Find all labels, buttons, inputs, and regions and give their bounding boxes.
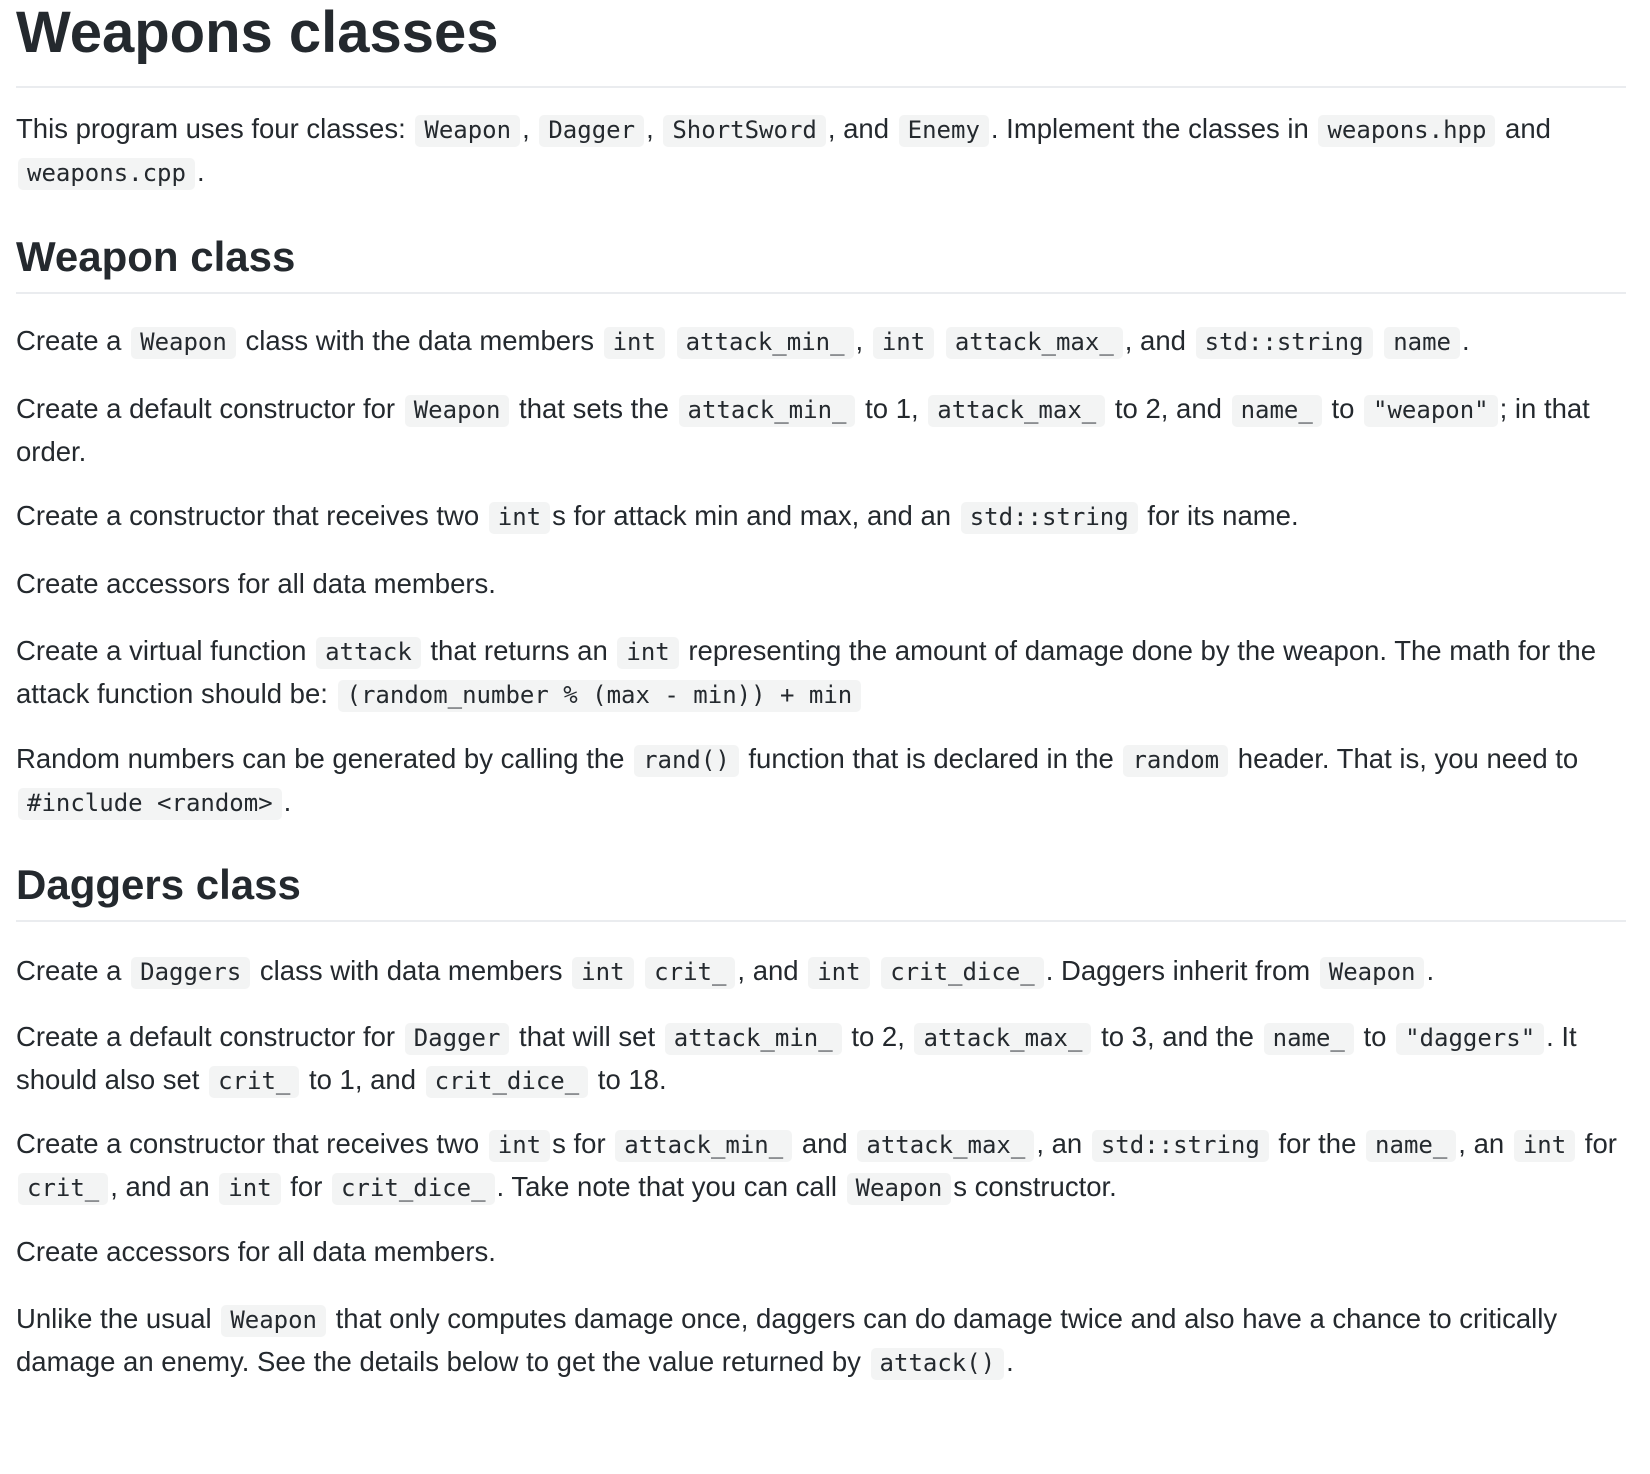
inline-code: int [219,1173,280,1205]
text-run: for [1577,1128,1617,1159]
inline-code: #include <random> [18,788,282,820]
inline-code: name_ [1366,1130,1456,1162]
text-run: Create a [16,955,130,986]
inline-code: attack_min_ [615,1130,792,1162]
daggers-attack-paragraph [16,1298,1621,1384]
weapon-default-constructor-paragraph [16,388,1621,473]
text-run: , and an [110,1171,218,1202]
daggers-accessors-paragraph [16,1231,1621,1273]
text-run: header. That is, you need to [1230,743,1579,774]
text-run: that returns an [422,635,616,666]
text-run: , [646,113,662,144]
inline-code: attack_min_ [677,327,854,359]
text-run: for its name. [1139,500,1299,531]
text-run: . [1461,325,1470,356]
inline-code: (random_number % (max - min)) + min [338,680,862,712]
text-run: . It should also set [16,1021,1577,1095]
text-run: that sets the [511,393,677,424]
inline-code: crit_ [209,1066,299,1098]
text-run: to 1, [857,393,927,424]
text-run: Create a constructor that receives two [16,1128,487,1159]
text-run: Create a default constructor for [16,393,403,424]
inline-code: int [617,637,678,669]
text-run [936,325,944,356]
inline-code: int [873,327,934,359]
inline-code: Enemy [899,115,989,147]
inline-code: crit_ [18,1173,108,1205]
inline-code: int [489,1130,550,1162]
page-title: Weapons classes [16,0,1626,88]
text-run: . [196,156,205,187]
daggers-members-paragraph [16,950,1621,993]
inline-code: name [1384,327,1460,359]
inline-code: attack_min_ [679,395,856,427]
text-run: Create accessors for all data members. [16,568,496,599]
inline-code: attack() [871,1348,1005,1380]
inline-code: random [1123,745,1228,777]
weapon-random-paragraph [16,738,1621,824]
weapon-accessors-paragraph [16,563,1621,605]
text-run: for [282,1171,331,1202]
inline-code: Weapon [1320,957,1425,989]
text-run: ; in that order. [16,393,1590,467]
text-run: to 2, [843,1021,913,1052]
text-run: Unlike the usual [16,1303,220,1334]
inline-code: crit_dice_ [426,1066,589,1098]
text-run: and [794,1128,856,1159]
text-run: and [1497,113,1551,144]
text-run: , [855,325,871,356]
text-run: , and [1124,325,1194,356]
inline-code: "daggers" [1396,1023,1544,1055]
inline-code: Weapon [131,327,236,359]
inline-code: weapons.hpp [1318,115,1495,147]
inline-code: Weapon [221,1305,326,1337]
text-run: to 1, and [301,1064,424,1095]
daggers-default-constructor-paragraph [16,1016,1621,1102]
weapon-class-heading: Weapon class [16,232,1626,294]
weapon-members-paragraph [16,320,1621,363]
text-run: s for attack min and max, and an [552,500,959,531]
text-run: to [1355,1021,1395,1052]
inline-code: ShortSword [663,115,826,147]
inline-code: attack_max_ [946,327,1123,359]
text-run: to 18. [590,1064,667,1095]
text-run: , an [1036,1128,1090,1159]
text-run: for the [1270,1128,1365,1159]
text-run: . Daggers inherit from [1045,955,1318,986]
text-run: that only computes damage once, daggers can do damage twice and also have a chance to critically damage an enemy. See the details below to get the value returned by [16,1303,1558,1377]
inline-code: int [808,957,869,989]
inline-code: int [489,502,550,534]
inline-code: name_ [1264,1023,1354,1055]
text-run: . Take note that you can call [496,1171,845,1202]
text-run [636,955,644,986]
text-run: to 3, and the [1093,1021,1262,1052]
inline-code: Dagger [405,1023,510,1055]
text-run: function that is declared in the [740,743,1122,774]
text-run: . [1006,1346,1014,1377]
text-run: , [522,113,538,144]
inline-code: Dagger [539,115,644,147]
weapon-constructor-paragraph [16,495,1621,538]
text-run: s constructor. [953,1171,1117,1202]
text-run: to 2, and [1107,393,1230,424]
text-run: . [283,786,292,817]
daggers-class-heading: Daggers class [16,860,1626,922]
inline-code: attack_max_ [914,1023,1091,1055]
inline-code: rand() [634,745,739,777]
text-run: Random numbers can be generated by calling the [16,743,633,774]
text-run: Create accessors for all data members. [16,1236,496,1267]
inline-code: crit_ [645,957,735,989]
text-run: . [1426,955,1435,986]
intro-paragraph [16,108,1621,194]
text-run: class with data members [252,955,571,986]
inline-code: name_ [1232,395,1322,427]
inline-code: attack [316,637,421,669]
inline-code: "weapon" [1364,395,1498,427]
inline-code: Weapon [405,395,510,427]
text-run: Create a [16,325,130,356]
text-run: Create a default constructor for [16,1021,403,1052]
inline-code: crit_dice_ [881,957,1044,989]
text-run: Create a virtual function [16,635,315,666]
text-run: that will set [511,1021,663,1052]
inline-code: crit_dice_ [332,1173,495,1205]
inline-code: int [572,957,633,989]
text-run: s for [552,1128,614,1159]
text-run: , and [737,955,807,986]
inline-code: Daggers [131,957,250,989]
text-run [1375,325,1383,356]
text-run: This program uses four classes: [16,113,414,144]
text-run: Create a constructor that receives two [16,500,487,531]
inline-code: weapons.cpp [18,158,195,190]
text-run: to [1323,393,1363,424]
text-run: . Implement the classes in [990,113,1317,144]
text-run: , an [1458,1128,1512,1159]
text-run [872,955,880,986]
inline-code: attack_min_ [665,1023,842,1055]
text-run [667,325,675,356]
text-run: , and [827,113,897,144]
inline-code: attack_max_ [857,1130,1034,1162]
inline-code: std::string [961,502,1138,534]
text-run: class with the data members [237,325,602,356]
inline-code: Weapon [847,1173,952,1205]
text-run: representing the amount of damage done by the weapon. The math for the attack function should be: [16,635,1596,709]
inline-code: int [604,327,665,359]
inline-code: std::string [1196,327,1373,359]
inline-code: std::string [1092,1130,1269,1162]
inline-code: attack_max_ [928,395,1105,427]
daggers-constructor-paragraph [16,1123,1621,1209]
weapon-attack-paragraph [16,630,1621,716]
inline-code: int [1514,1130,1575,1162]
inline-code: Weapon [415,115,520,147]
